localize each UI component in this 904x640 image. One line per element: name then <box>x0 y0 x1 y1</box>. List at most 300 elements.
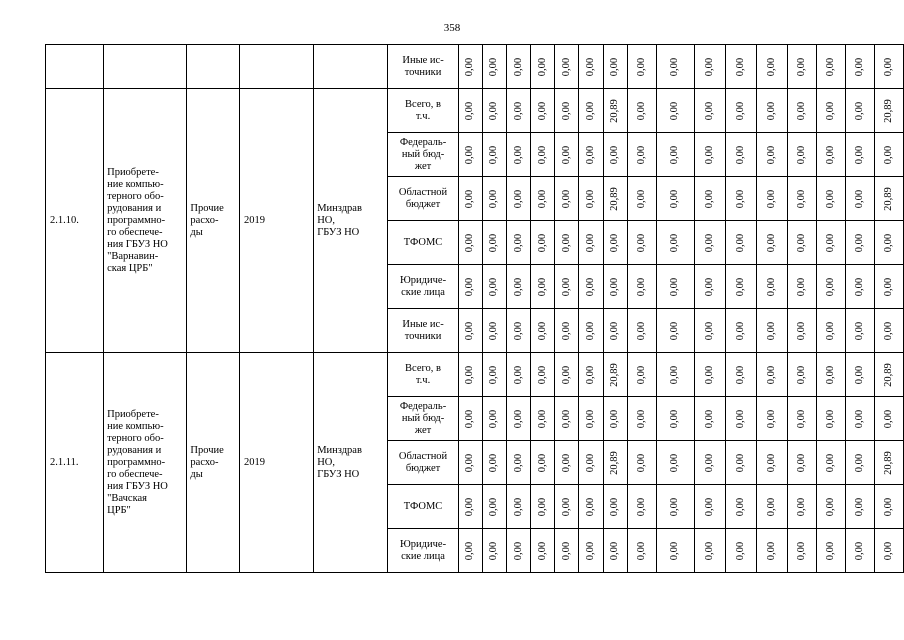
value-text: 0,00 <box>669 57 681 76</box>
value-text: 0,00 <box>488 409 500 428</box>
value-cell <box>845 353 874 397</box>
value-text: 0,00 <box>488 541 500 560</box>
value-text: 0,00 <box>853 497 865 516</box>
value-cell <box>627 45 656 89</box>
value-text: 0,00 <box>488 277 500 296</box>
value-text: 0,00 <box>560 541 572 560</box>
value-text: 0,00 <box>853 453 865 472</box>
value-cell <box>787 309 816 353</box>
value-text: 0,00 <box>512 189 524 208</box>
empty-cell <box>314 45 388 89</box>
value-cell <box>874 397 903 441</box>
value-text: 0,00 <box>609 57 621 76</box>
value-cell <box>579 441 603 485</box>
value-text: 0,00 <box>766 57 777 76</box>
value-cell <box>816 89 845 133</box>
value-cell <box>726 441 757 485</box>
value-text: 0,00 <box>735 189 747 208</box>
value-text: 0,00 <box>584 233 596 252</box>
value-cell <box>726 485 757 529</box>
value-cell <box>656 133 695 177</box>
value-text: 0,00 <box>735 409 747 428</box>
value-cell <box>603 45 627 89</box>
value-text: 0,00 <box>584 277 596 296</box>
value-cell <box>603 485 627 529</box>
value-cell <box>695 221 726 265</box>
item-year: 2019 <box>239 353 313 573</box>
value-cell <box>579 45 603 89</box>
value-cell <box>555 177 579 221</box>
value-cell <box>603 441 627 485</box>
value-text: 0,00 <box>464 57 476 76</box>
value-cell <box>458 265 482 309</box>
value-cell <box>874 441 903 485</box>
value-text: 0,00 <box>512 101 524 120</box>
value-text: 0,00 <box>824 277 836 296</box>
value-text: 0,00 <box>488 321 500 340</box>
value-cell <box>757 441 788 485</box>
value-cell <box>627 89 656 133</box>
value-cell <box>531 133 555 177</box>
value-text: 0,00 <box>635 277 647 296</box>
value-cell <box>656 45 695 89</box>
value-cell <box>656 177 695 221</box>
value-cell <box>603 177 627 221</box>
value-text: 0,00 <box>512 497 524 516</box>
value-text: 0,00 <box>795 409 807 428</box>
value-text: 0,00 <box>536 57 548 76</box>
value-text: 0,00 <box>464 145 476 164</box>
value-cell <box>555 441 579 485</box>
value-cell <box>482 221 506 265</box>
value-cell <box>555 485 579 529</box>
value-text: 0,00 <box>584 321 596 340</box>
value-text: 0,00 <box>560 277 572 296</box>
value-text: 0,00 <box>536 277 548 296</box>
value-text: 0,00 <box>795 145 807 164</box>
value-text: 0,00 <box>704 233 716 252</box>
value-cell <box>787 353 816 397</box>
value-text: 0,00 <box>635 409 647 428</box>
value-text: 0,00 <box>824 321 836 340</box>
value-cell <box>579 221 603 265</box>
value-cell <box>695 485 726 529</box>
value-cell <box>874 89 903 133</box>
value-text: 0,00 <box>512 233 524 252</box>
value-text: 0,00 <box>512 453 524 472</box>
value-text: 0,00 <box>795 541 807 560</box>
value-cell <box>531 265 555 309</box>
value-text: 0,00 <box>584 101 596 120</box>
item-year: 2019 <box>239 89 313 353</box>
value-cell <box>507 265 531 309</box>
value-text: 0,00 <box>512 277 524 296</box>
value-cell <box>603 89 627 133</box>
value-cell <box>845 177 874 221</box>
budget-table <box>45 44 904 573</box>
table-body <box>46 45 904 573</box>
value-text: 0,00 <box>882 409 894 428</box>
value-cell <box>531 89 555 133</box>
value-text: 0,00 <box>735 497 747 516</box>
value-cell <box>787 89 816 133</box>
value-cell <box>627 309 656 353</box>
value-cell <box>458 177 482 221</box>
value-cell <box>726 133 757 177</box>
value-cell <box>507 485 531 529</box>
value-text: 0,00 <box>536 189 548 208</box>
value-cell <box>695 177 726 221</box>
value-cell <box>603 353 627 397</box>
value-cell <box>726 353 757 397</box>
value-cell <box>787 485 816 529</box>
value-cell <box>507 441 531 485</box>
value-text: 0,00 <box>669 189 681 208</box>
value-text: 0,00 <box>584 145 596 164</box>
value-cell <box>845 45 874 89</box>
value-text: 0,00 <box>824 453 836 472</box>
value-text: 0,00 <box>584 189 596 208</box>
value-cell <box>656 529 695 573</box>
value-cell <box>787 177 816 221</box>
value-cell <box>874 529 903 573</box>
value-text: 0,00 <box>464 233 476 252</box>
value-cell <box>874 45 903 89</box>
value-text: 0,00 <box>853 365 865 384</box>
value-text: 20,89 <box>882 362 894 387</box>
value-cell <box>458 353 482 397</box>
value-text: 0,00 <box>704 541 716 560</box>
value-cell <box>695 529 726 573</box>
value-text: 0,00 <box>882 321 894 340</box>
value-cell <box>695 353 726 397</box>
value-text: 0,00 <box>560 409 572 428</box>
value-cell <box>874 309 903 353</box>
value-text: 0,00 <box>512 365 524 384</box>
value-cell <box>579 133 603 177</box>
value-text: 0,00 <box>669 277 681 296</box>
value-cell <box>482 133 506 177</box>
value-text: 0,00 <box>735 365 747 384</box>
value-text: 0,00 <box>560 453 572 472</box>
item-description: Приобрете- ние компью- терного обо- рудования и программно- го обеспече- ния ГБУЗ НО "Варнавин- ская ЦРБ" <box>104 89 187 353</box>
value-cell <box>816 441 845 485</box>
value-cell <box>726 45 757 89</box>
value-text: 0,00 <box>704 365 716 384</box>
value-text: 0,00 <box>536 541 548 560</box>
value-text: 0,00 <box>882 497 894 516</box>
value-cell <box>482 397 506 441</box>
value-text: 0,00 <box>464 365 476 384</box>
value-text: 0,00 <box>560 189 572 208</box>
value-cell <box>845 265 874 309</box>
value-text: 0,00 <box>609 277 621 296</box>
value-text: 0,00 <box>735 57 747 76</box>
value-text: 0,00 <box>512 57 524 76</box>
source-cell: Юридиче- ские лица <box>388 265 458 309</box>
value-text: 0,00 <box>882 541 894 560</box>
value-text: 20,89 <box>882 186 894 211</box>
value-cell <box>531 177 555 221</box>
value-cell <box>656 485 695 529</box>
value-text: 0,00 <box>669 101 681 120</box>
value-cell <box>458 89 482 133</box>
value-text: 0,00 <box>704 453 716 472</box>
value-text: 0,00 <box>512 145 524 164</box>
value-cell <box>507 309 531 353</box>
value-text: 0,00 <box>882 145 894 164</box>
empty-cell <box>187 45 240 89</box>
value-text: 0,00 <box>609 409 621 428</box>
value-cell <box>726 89 757 133</box>
value-cell <box>579 89 603 133</box>
value-text: 0,00 <box>560 497 572 516</box>
value-cell <box>555 221 579 265</box>
value-text: 0,00 <box>609 497 621 516</box>
value-cell <box>531 485 555 529</box>
value-text: 0,00 <box>795 497 807 516</box>
value-text: 0,00 <box>704 277 716 296</box>
page-number: 358 <box>443 22 461 34</box>
value-cell <box>531 529 555 573</box>
value-cell <box>579 397 603 441</box>
source-cell: ТФОМС <box>388 485 458 529</box>
value-cell <box>787 45 816 89</box>
value-text: 0,00 <box>464 321 476 340</box>
value-text: 0,00 <box>795 453 807 472</box>
value-cell <box>627 133 656 177</box>
value-text: 0,00 <box>795 277 807 296</box>
value-text: 0,00 <box>853 233 865 252</box>
value-text: 0,00 <box>635 189 647 208</box>
value-text: 0,00 <box>635 321 647 340</box>
value-cell <box>603 221 627 265</box>
value-cell <box>757 353 788 397</box>
value-cell <box>845 529 874 573</box>
value-text: 0,00 <box>560 233 572 252</box>
value-cell <box>757 177 788 221</box>
value-text: 0,00 <box>766 233 777 252</box>
value-cell <box>816 529 845 573</box>
value-cell <box>507 221 531 265</box>
value-text: 0,00 <box>735 453 747 472</box>
value-text: 0,00 <box>584 409 596 428</box>
value-text: 0,00 <box>882 277 894 296</box>
value-text: 0,00 <box>853 409 865 428</box>
value-text: 0,00 <box>609 233 621 252</box>
value-cell <box>458 485 482 529</box>
value-cell <box>757 397 788 441</box>
value-cell <box>627 397 656 441</box>
source-cell: Областной бюджет <box>388 177 458 221</box>
value-text: 0,00 <box>766 277 777 296</box>
source-cell: Юридиче- ские лица <box>388 529 458 573</box>
value-cell <box>726 221 757 265</box>
value-text: 0,00 <box>512 541 524 560</box>
value-cell <box>507 177 531 221</box>
value-text: 0,00 <box>536 321 548 340</box>
value-text: 0,00 <box>464 101 476 120</box>
value-text: 0,00 <box>584 57 596 76</box>
value-text: 0,00 <box>488 365 500 384</box>
value-cell <box>874 177 903 221</box>
value-cell <box>845 485 874 529</box>
value-cell <box>757 221 788 265</box>
value-cell <box>695 309 726 353</box>
value-cell <box>603 133 627 177</box>
value-cell <box>507 397 531 441</box>
value-text: 0,00 <box>735 541 747 560</box>
value-cell <box>726 309 757 353</box>
value-text: 0,00 <box>536 409 548 428</box>
value-text: 20,89 <box>609 450 621 475</box>
value-cell <box>482 529 506 573</box>
value-text: 0,00 <box>584 497 596 516</box>
value-cell <box>874 485 903 529</box>
value-cell <box>627 441 656 485</box>
value-cell <box>726 265 757 309</box>
value-text: 0,00 <box>766 321 777 340</box>
value-text: 0,00 <box>488 453 500 472</box>
value-cell <box>695 45 726 89</box>
value-text: 0,00 <box>795 101 807 120</box>
value-text: 0,00 <box>669 497 681 516</box>
value-text: 0,00 <box>795 365 807 384</box>
value-cell <box>816 221 845 265</box>
value-cell <box>507 89 531 133</box>
value-cell <box>695 265 726 309</box>
value-text: 0,00 <box>766 541 777 560</box>
value-cell <box>845 441 874 485</box>
value-text: 0,00 <box>560 365 572 384</box>
value-cell <box>757 309 788 353</box>
value-cell <box>579 265 603 309</box>
value-text: 0,00 <box>635 145 647 164</box>
value-text: 0,00 <box>704 189 716 208</box>
value-cell <box>757 89 788 133</box>
value-cell <box>579 485 603 529</box>
value-text: 0,00 <box>853 541 865 560</box>
value-cell <box>816 397 845 441</box>
value-text: 0,00 <box>704 321 716 340</box>
value-cell <box>531 397 555 441</box>
value-text: 0,00 <box>584 365 596 384</box>
value-cell <box>845 221 874 265</box>
table-row <box>46 45 904 89</box>
value-text: 0,00 <box>824 189 836 208</box>
value-text: 0,00 <box>488 189 500 208</box>
value-text: 0,00 <box>669 321 681 340</box>
value-text: 0,00 <box>464 453 476 472</box>
value-cell <box>874 265 903 309</box>
value-cell <box>531 45 555 89</box>
value-text: 0,00 <box>766 145 777 164</box>
value-cell <box>787 221 816 265</box>
source-cell: Иные ис- точники <box>388 45 458 89</box>
item-description: Приобрете- ние компью- терного обо- рудования и программно- го обеспече- ния ГБУЗ НО "Вачская ЦРБ" <box>104 353 187 573</box>
value-text: 0,00 <box>635 453 647 472</box>
value-cell <box>695 441 726 485</box>
value-text: 0,00 <box>766 101 777 120</box>
value-cell <box>816 177 845 221</box>
value-text: 0,00 <box>488 57 500 76</box>
value-text: 0,00 <box>488 145 500 164</box>
value-cell <box>627 177 656 221</box>
value-text: 0,00 <box>669 541 681 560</box>
value-text: 0,00 <box>882 57 894 76</box>
value-text: 0,00 <box>853 277 865 296</box>
empty-cell <box>239 45 313 89</box>
value-text: 0,00 <box>635 57 647 76</box>
value-cell <box>579 309 603 353</box>
value-text: 0,00 <box>536 145 548 164</box>
value-cell <box>507 353 531 397</box>
value-cell <box>482 45 506 89</box>
value-cell <box>579 353 603 397</box>
value-cell <box>845 89 874 133</box>
value-text: 0,00 <box>704 145 716 164</box>
value-text: 0,00 <box>536 497 548 516</box>
value-cell <box>603 397 627 441</box>
item-responsible: Минздрав НО, ГБУЗ НО <box>314 89 388 353</box>
value-cell <box>726 177 757 221</box>
value-cell <box>757 265 788 309</box>
value-text: 0,00 <box>488 101 500 120</box>
value-cell <box>482 89 506 133</box>
value-cell <box>787 397 816 441</box>
value-text: 0,00 <box>766 453 777 472</box>
value-cell <box>726 397 757 441</box>
value-text: 0,00 <box>766 365 777 384</box>
value-cell <box>656 397 695 441</box>
value-text: 0,00 <box>635 365 647 384</box>
value-text: 20,89 <box>882 98 894 123</box>
value-cell <box>627 353 656 397</box>
value-cell <box>656 221 695 265</box>
value-cell <box>816 353 845 397</box>
value-cell <box>695 397 726 441</box>
value-text: 0,00 <box>584 453 596 472</box>
value-text: 0,00 <box>853 101 865 120</box>
value-cell <box>757 529 788 573</box>
value-cell <box>874 221 903 265</box>
value-cell <box>656 309 695 353</box>
value-text: 0,00 <box>464 497 476 516</box>
value-text: 0,00 <box>795 57 807 76</box>
value-cell <box>845 133 874 177</box>
value-cell <box>874 133 903 177</box>
value-text: 0,00 <box>704 101 716 120</box>
value-cell <box>726 529 757 573</box>
value-text: 0,00 <box>824 145 836 164</box>
value-text: 0,00 <box>766 189 777 208</box>
value-cell <box>507 133 531 177</box>
value-cell <box>555 309 579 353</box>
value-cell <box>531 221 555 265</box>
value-cell <box>482 353 506 397</box>
value-text: 0,00 <box>584 541 596 560</box>
value-text: 0,00 <box>795 233 807 252</box>
value-text: 0,00 <box>766 409 777 428</box>
value-cell <box>579 529 603 573</box>
value-cell <box>507 529 531 573</box>
value-cell <box>757 133 788 177</box>
value-text: 0,00 <box>735 233 747 252</box>
value-text: 0,00 <box>669 233 681 252</box>
value-cell <box>531 353 555 397</box>
value-cell <box>627 485 656 529</box>
value-cell <box>816 265 845 309</box>
